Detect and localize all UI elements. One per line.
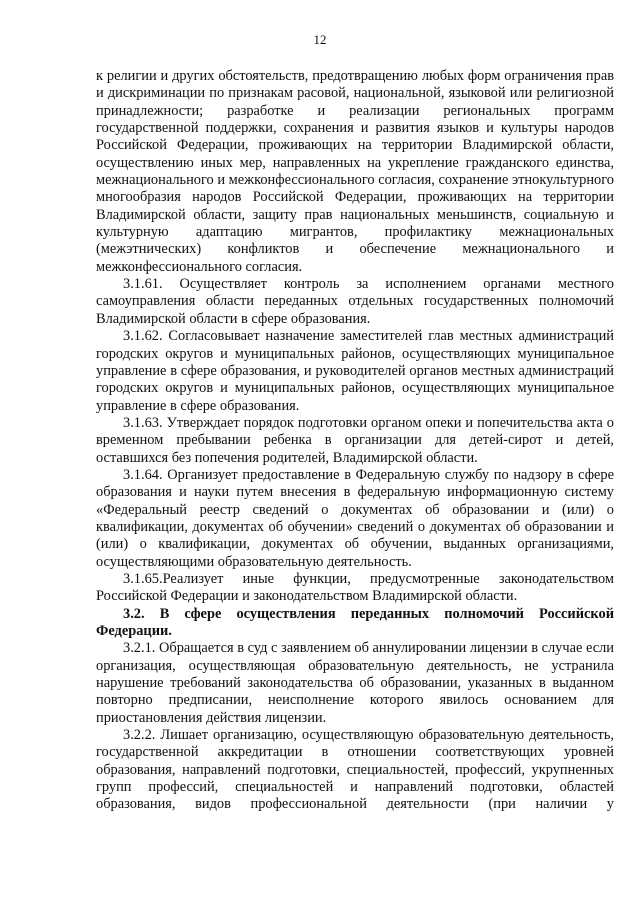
paragraph-3-1-65: 3.1.65.Реализует иные функции, предусмотренные законодательством Российской Федерации и законодательством Владимирской области. (96, 570, 614, 605)
paragraph-3-1-64: 3.1.64. Организует предоставление в Федеральную службу по надзору в сфере образования и науки путем внесения в федеральную информационную систему «Федеральный реестр сведений о документах об образовании и (или) о квалификации, документах об обучении» сведений о документах об образовании и (или) о квалификации, документах об обучении, выданных организациями, осуществляющими образовательную деятельность. (96, 466, 614, 570)
paragraph-religion-continuation: к религии и других обстоятельств, предотвращению любых форм ограничения прав и дискриминации по признакам расовой, национальной, языковой или религиозной принадлежности; разработке и реализации региональных программ государственной поддержки, сохранения и развития языков и культуры народов Российской Федерации, проживающих на территории Владимирской области, осуществлению иных мер, направленных на укрепление гражданского единства, межнационального и межконфессионального согласия, сохранение этнокультурного многообразия народов Российской Федерации, проживающих на территории Владимирской области, защиту прав национальных меньшинств, социальную и культурную адаптацию мигрантов, профилактику межнациональных (межэтнических) конфликтов и обеспечение межнационального и межконфессионального согласия. (96, 68, 614, 275)
paragraph-3-1-62: 3.1.62. Согласовывает назначение заместителей глав местных администраций городских округов и муниципальных районов, осуществляющих муниципальное управление в сфере образования, и руководителей органов местных администраций городских округов и муниципальных районов, осуществляющих муниципальное управление в сфере образования. (96, 328, 614, 414)
paragraph-3-2-2: 3.2.2. Лишает организацию, осуществляющую образовательную деятельность, государственной аккредитации в отношении соответствующих уровней образования, направлений подготовки, специальностей, профессий, укрупненных групп профессий, специальностей и направлений подготовки, областей образования, видов профессиональной деятельности (при наличии у (96, 727, 614, 813)
section-heading-3-2: 3.2. В сфере осуществления переданных полномочий Российской Федерации. (96, 605, 614, 639)
document-body (96, 68, 614, 814)
paragraph-3-2-1: 3.2.1. Обращается в суд с заявлением об аннулировании лицензии в случае если организация, осуществляющая образовательную деятельность, не устранила нарушение требований законодательства об образовании, указанных в выданном повторно предписании, неисполнение которого явилось основанием для приостановления действия лицензии. (96, 640, 614, 726)
paragraph-3-1-61: 3.1.61. Осуществляет контроль за исполнением органами местного самоуправления области переданных отдельных государственных полномочий Владимирской области в сфере образования. (96, 276, 614, 327)
paragraph-3-1-63: 3.1.63. Утверждает порядок подготовки органом опеки и попечительства акта о временном пребывании ребенка в организации для детей-сирот и детей, оставшихся без попечения родителей, Владимирской области. (96, 414, 614, 466)
page-number: 12 (313, 32, 327, 47)
